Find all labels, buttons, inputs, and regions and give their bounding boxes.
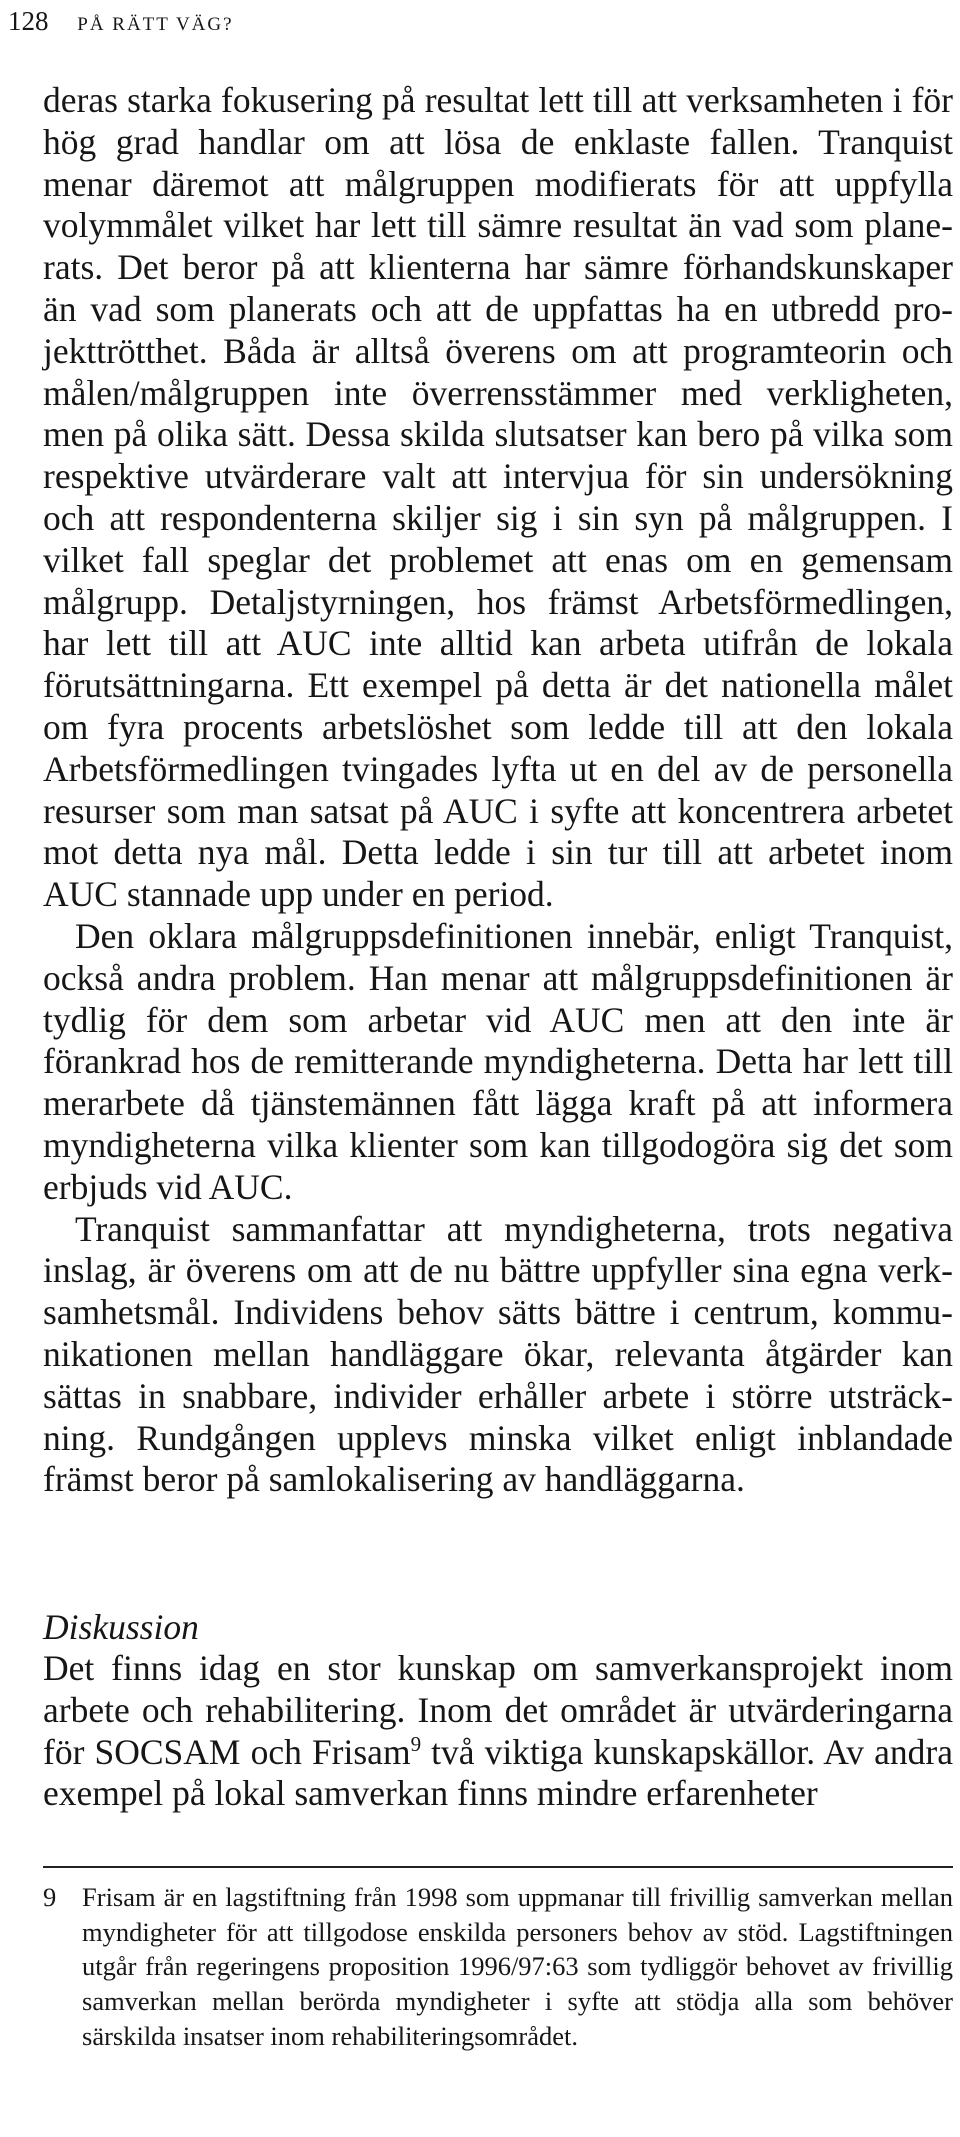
body-text-discussion	[43, 1648, 953, 1815]
paragraph-summary: Tranquist sammanfattar att myndigheterna, trots negativa inslag, är överens om att de nu bättre uppfyller sina egna verksamhetsmål. Individens behov sätts bättre i centrum, kommunikationen mellan handläggare ökar, relevanta åtgärder kan sättas in snabbare, individer erhåller arbete i större utsträckning. Rundgången upplevs minska vilket enligt inblandade främst beror på samlokalisering av handläggarna.	[43, 1208, 953, 1500]
running-title: PÅ RÄTT VÄG?	[77, 14, 234, 35]
body-text-top	[43, 80, 953, 1501]
footnote-number: 9	[43, 1882, 57, 1912]
paragraph-target-group: Den oklara målgruppsdefinitionen innebär, enligt Tranquist, också andra problem. Han menar att målgruppsdefinitionen är tydlig för dem som arbetar vid AUC men att den inte är förankrad hos de remitterande myndigheterna. Detta har lett till merarbete då tjänstemännen fått lägga kraft på att informera myndigheterna vilka klienter som kan tillgodogöra sig det som erbjuds vid AUC.	[43, 915, 953, 1207]
discussion-text-start: Det finns idag en stor kunskap om samverkansprojekt inom arbete och rehabilitering. Inom det området är utvärderingarna för SOCSAM och Frisam	[43, 1648, 953, 1772]
discussion-text-end: två viktiga kunskapskällor. Av andra exempel på lokal samverkan finns mindre erfarenheter	[43, 1731, 953, 1814]
paragraph-continued: deras starka fokusering på resultat lett till att verksamheten i för hög grad handlar om att lösa de enklaste fallen. Tranquist menar däremot att målgruppen modifierats för att uppfylla volymmålet vilket har lett till sämre resultat än vad som planerats. Det beror på att klienterna har sämre förhandskunskaper än vad som planerats och att de uppfattas ha en utbredd projekttrötthet. Båda är alltså överens om att programteorin och målen/målgruppen inte överrensstämmer med verkligheten, men på olika sätt. Dessa skilda slutsatser kan bero på vilka som respektive utvärderare valt att intervjua för sin undersökning och att respondenterna skiljer sig i sin syn på målgruppen. I vilket fall speglar det problemet att enas om en gemensam målgrupp. Detaljstyrningen, hos främst Arbetsförmedlingen, har lett till att AUC inte alltid kan arbeta utifrån de lokala förutsättningarna. Ett exempel på detta är det nationella målet om fyra procents arbetslöshet som ledde till att den lokala Arbetsförmedlingen tvingades lyfta ut en del av de personella resurser som man satsat på AUC i syfte att koncentrera arbetet mot detta nya mål. Detta ledde i sin tur till att arbetet inom AUC stannade upp under en period.	[43, 80, 953, 915]
paragraph-discussion	[43, 1648, 953, 1815]
page-number: 128	[8, 6, 49, 36]
section-heading: Diskussion	[43, 1607, 199, 1647]
footnote-text: Frisam är en lagstiftning från 1998 som uppmanar till frivillig samverkan mellan myndigheter för att tillgodose enskilda personers behov av stöd. Lagstiftningen utgår från regeringens proposition 1996/97:63 som tydliggör behovet av frivillig samverkan mellan berörda myndigheter i syfte att stödja alla som behöver särskilda insatser inom rehabiliteringsområdet.	[82, 1882, 953, 2051]
running-head	[8, 4, 234, 42]
footnote-divider	[43, 1866, 953, 1868]
footnote	[43, 1880, 953, 2054]
footnote-reference: 9	[410, 1731, 422, 1756]
